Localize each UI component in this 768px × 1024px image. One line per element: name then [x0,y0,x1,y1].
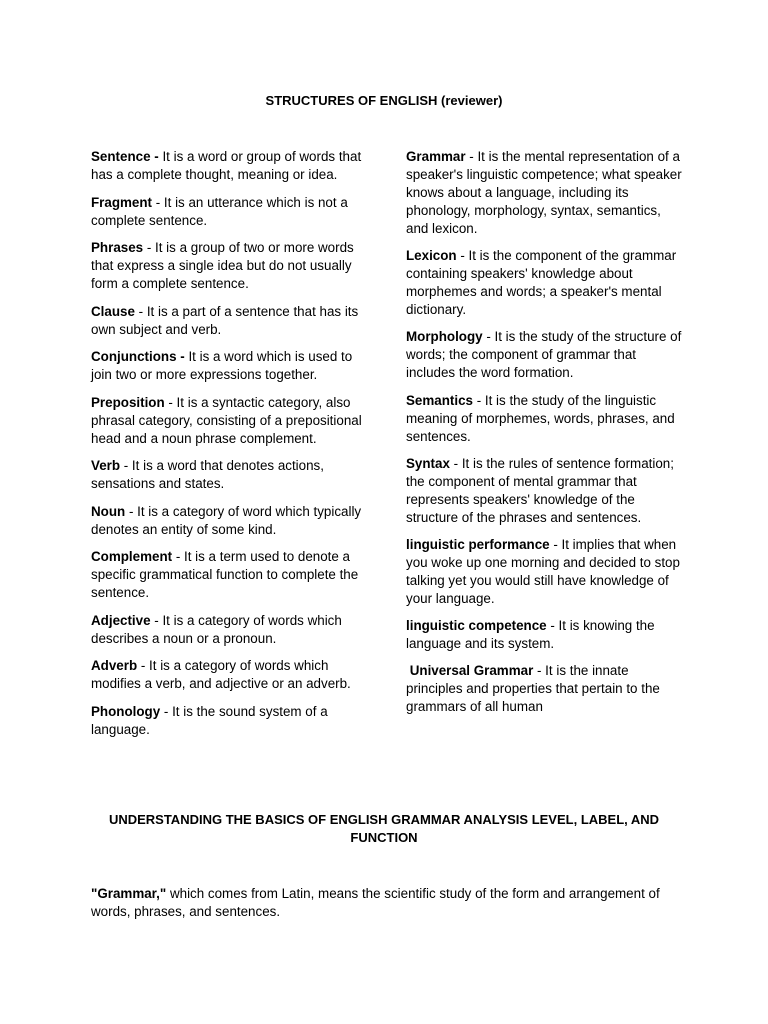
term: Conjunctions - [91,349,185,364]
definition: - It is a term used to denote a specific grammatical function to complete the sentence. [91,549,359,600]
paragraph-text: which comes from Latin, means the scientific study of the form and arrangement of words, phrases, and sentences. [91,886,660,919]
term: Phonology [91,703,161,719]
definition-entry [406,536,686,608]
definition: It is a word which is used to join two or more expressions together. [91,349,353,382]
definition-entry [91,548,371,602]
definition-entry [406,392,686,446]
definition: - It is the study of the linguistic meaning of morphemes, words, phrases, and sentences. [406,392,675,444]
definition: - It is knowing the language and its system. [406,618,655,652]
term: linguistic competence [406,618,547,634]
definition-entry [91,657,371,693]
definition: - It is an utterance which is not a complete sentence. [91,194,348,228]
definition: - It implies that when you woke up one morning and decided to stop talking yet you would still have knowledge of your language. [406,536,680,606]
term: Semantics [406,392,473,408]
definition: - It is a word that denotes actions, sensations and states. [91,458,324,491]
term: Clause [91,303,135,319]
definition-entry [406,617,686,653]
term: Sentence - [91,149,159,164]
definition-entry [91,457,371,493]
section-heading: UNDERSTANDING THE BASICS OF ENGLISH GRAMMAR ANALYSIS LEVEL, LABEL, AND FUNCTION [108,812,660,845]
term: linguistic performance [406,536,550,552]
definition: - It is a group of two or more words that express a single idea but do not usually form a complete sentence. [91,240,354,291]
definition: - It is the study of the structure of words; the component of grammar that includes the word formation. [406,329,682,381]
term: Verb [91,458,121,473]
definition-entry [91,303,371,339]
definition: - It is the mental representation of a speaker's linguistic competence; what speaker knows about a language, including its phonology, morphology, syntax, semantics, and lexicon. [406,149,682,236]
definition-entry [91,503,371,539]
grammar-paragraph [91,885,691,921]
term: Preposition [91,394,165,410]
definition-entry [406,328,686,382]
definition-entry [406,148,686,238]
page-title: STRUCTURES OF ENGLISH (reviewer) [265,93,503,108]
definition: - It is a category of words which modifies a verb, and adjective or an adverb. [91,658,351,691]
term: Phrases [91,240,144,255]
term: Adjective [91,612,151,628]
definition-entry [406,662,686,716]
definition: - It is the sound system of a language. [91,703,328,737]
definition: It is a word or group of words that has a complete thought, meaning or idea. [91,149,362,182]
term: Adverb [91,658,138,673]
definition: - It is a category of word which typically denotes an entity of some kind. [91,503,362,537]
term: Syntax [406,455,450,471]
paragraph-term: "Grammar," [91,886,167,901]
right-column [406,148,686,726]
definition-entry [91,239,371,293]
definition: - It is the component of the grammar containing speakers' knowledge about morphemes and words; a speaker's mental dictionary. [406,248,677,318]
definition-entry [406,247,686,319]
definition: - It is the innate principles and properties that pertain to the grammars of all human [406,663,660,715]
definition-entry [91,612,371,648]
definition-entry [91,348,371,384]
term: Universal Grammar [406,663,534,679]
definition: - It is a category of words which describes a noun or a pronoun. [91,612,342,646]
definition-entry [91,394,371,448]
definition: - It is a part of a sentence that has its own subject and verb. [91,303,359,337]
term: Grammar [406,149,466,164]
term: Fragment [91,194,153,210]
term: Morphology [406,329,483,345]
left-column [91,148,371,748]
definition-entry [406,455,686,527]
term: Noun [91,503,126,519]
term: Complement [91,549,173,564]
definition-entry [91,703,371,739]
definition-entry [91,194,371,230]
definition: - It is the rules of sentence formation; the component of mental grammar that represents speakers' knowledge of the structure of the phrases and sentences. [406,455,674,525]
term: Lexicon [406,248,457,264]
definition: - It is a syntactic category, also phrasal category, consisting of a prepositional head and a noun phrase complement. [91,394,362,446]
definition-entry [91,148,371,184]
